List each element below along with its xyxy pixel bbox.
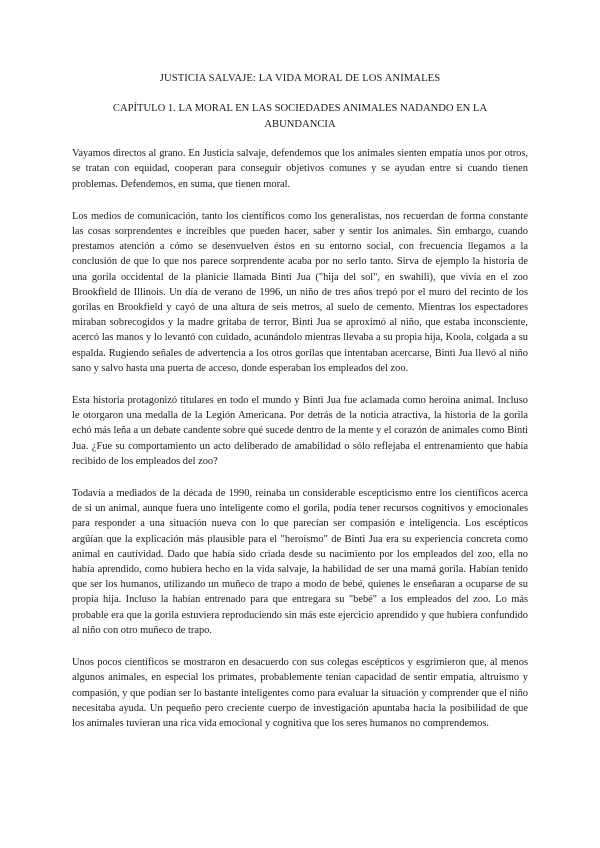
paragraph-4: Todavía a mediados de la década de 1990, reinaba un considerable escepticismo entre los científicos acerca de si un animal, aunque fuera uno inteligente como el gorila, podía tener recursos cognitivos y emocionales para responder a una situación nueva con lo que parecían ser compasión e inteligencia. Los escépticos argüían que la explicación más plausible para el "heroísmo" de Binti Jua era su experiencia concreta como animal en cautividad. Dado que había sido criada desde su nacimiento por los empleados del zoo, ella no había aprendido, como hubiera hecho en la vida salvaje, la habilidad de ser una mamá gorila. Habían tenido que ser los humanos, utilizando un muñeco de trapo a modo de bebé, quienes le enseñaran a ocuparse de su propia hija. Incluso la habían entrenado para que entregara su "bebé" a los empleados del zoo. Lo más probable era que la gorila estuviera reproduciendo sin más este ejercicio aprendido y que hubiera confundido al niño con otro muñeco de trapo. (72, 488, 528, 636)
chapter-title: CAPÍTULO 1. LA MORAL EN LAS SOCIEDADES ANIMALES NADANDO EN LA ABUNDANCIA (112, 103, 488, 131)
paragraph-5: Unos pocos científicos se mostraron en desacuerdo con sus colegas escépticos y esgrimieron que, al menos algunos animales, en especial los primates, probablemente tenían capacidad de sentir empatía, altruismo y compasión, y que podían ser lo bastante inteligentes como para evaluar la situación y comprender que el niño necesitaba ayuda. Un pequeño pero creciente cuerpo de investigación apuntaba hacia la posibilidad de que los animales tuvieran una rica vida emocional y cognitiva que los seres humanos no comprendemos. (72, 657, 528, 729)
paragraph-2: Los medios de comunicación, tanto los científicos como los generalistas, nos recuerdan de forma constante las cosas sorprendentes e increíbles que pueden hacer, saber y sentir los animales. Sin embargo, cuando prestamos atención a cómo se desenvuelven éstos en su entorno social, con frecuencia llegamos a la conclusión de que lo que nos parece sorprendente acaba por no serlo tanto. Sirva de ejemplo la historia de una gorila occidental de la planicie llamada Binti Jua ("hija del sol", en swahili), que vivía en el zoo Brookfield de Illinois. Un día de verano de 1996, un niño de tres años trepó por el muro del recinto de los gorilas en Brookfield y cayó de una altura de seis metros, al suelo de cemento. Mientras los espectadores miraban sobrecogidos y la madre gritaba de terror, Binti Jua se aproximó al niño, que estaba inconsciente, acercó las manos y lo levantó con cuidado, acunándolo mientras llevaba a su propia hija, Koola, colgada a su espalda. Rugiendo señales de advertencia a los otros gorilas que intentaban acercarse, Binti Jua llevó al niño sano y salvo hasta una puerta de acceso, donde esperaban los empleados del zoo. (72, 210, 528, 374)
paragraph-1: Vayamos directos al grano. En Justicia salvaje, defendemos que los animales sienten empatía unos por otros, se tratan con equidad, cooperan para conseguir objetivos comunes y se ayudan entre sí cuando tienen problemas. Defendemos, en suma, que tienen moral. (72, 148, 528, 190)
paragraph-3: Esta historia protagonizó titulares en todo el mundo y Binti Jua fue aclamada como heroína animal. Incluso le otorgaron una medalla de la Legión Americana. Por detrás de la noticia atractiva, la historia de la gorila echó más leña a un debate candente sobre qué sucede dentro de la mente y el corazón de animales como Binti Jua. ¿Fue su comportamiento un acto deliberado de amabilidad o sólo reflejaba el entrenamiento que había recibido de los empleados del zoo? (72, 395, 528, 467)
book-title: JUSTICIA SALVAJE: LA VIDA MORAL DE LOS ANIMALES (159, 73, 441, 84)
document-page (72, 64, 528, 731)
